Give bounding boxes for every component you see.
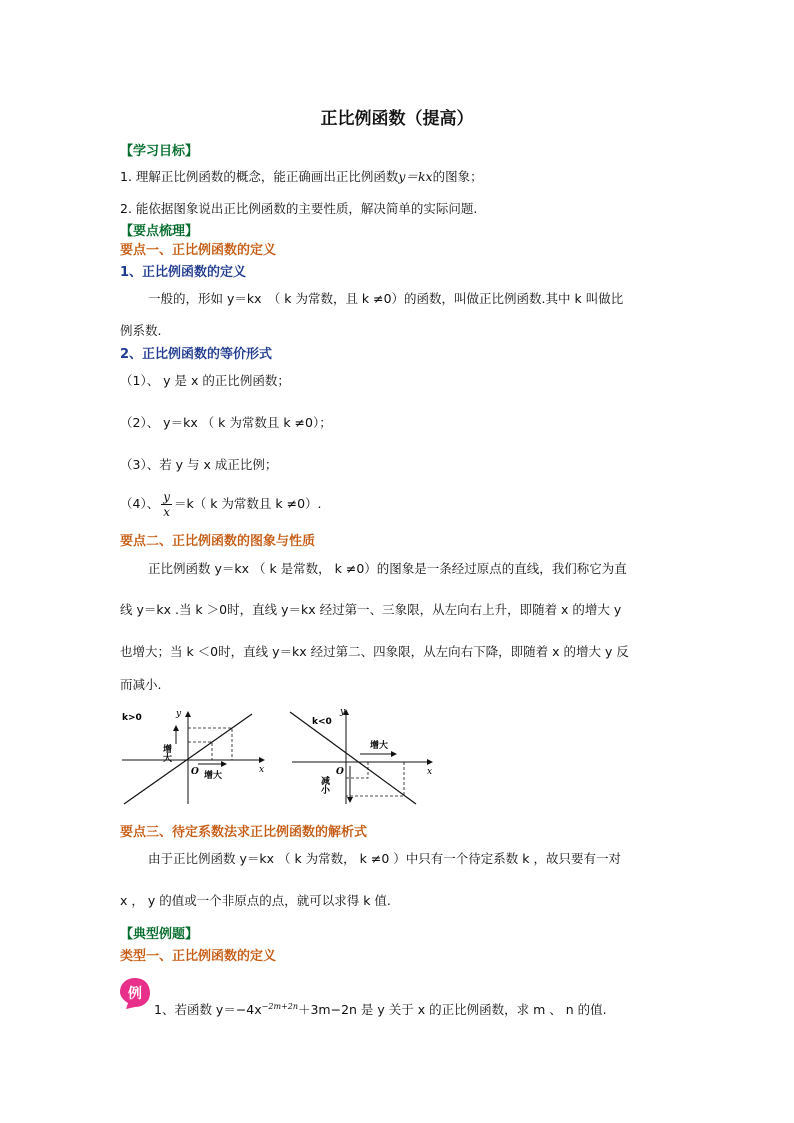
example-1-question [154, 998, 607, 1019]
goal-1-text: 1. 理解正比例函数的概念，能正确画出正比例函数 [120, 169, 399, 184]
graph-left-label: k>0 [122, 713, 142, 723]
question-prefix: 1、若函数 y＝−4x [154, 1002, 262, 1018]
section-goals: 【学习目标】 [120, 144, 199, 159]
graph-right-y-label: y [340, 707, 346, 717]
form-4-fraction [161, 490, 172, 519]
point1-para-line1: 一般的，形如 y＝kx （ k 为常数，且 k ≠0）的函数，叫做正比例函数.其中 k 叫做比 [148, 291, 624, 306]
point1-sub2: 2、正比例函数的等价形式 [120, 347, 273, 362]
graph-k-negative [286, 704, 436, 808]
goal-1 [120, 168, 483, 186]
graph-right-origin: O [336, 767, 344, 777]
form-3: （3）、若 y 与 x 成正比例； [120, 457, 278, 472]
point3-line1: 由于正比例函数 y＝kx （ k 为常数， k ≠0 ）中只有一个待定系数 k ，故只要有一对 [148, 851, 621, 866]
goal-1-suffix: 的图象； [432, 169, 483, 184]
fraction-numerator: y [163, 490, 170, 504]
graph-k-positive [118, 704, 268, 808]
line-negative [290, 712, 416, 804]
graph-left-x-label: x [259, 765, 265, 775]
point1-sub1: 1、正比例函数的定义 [120, 265, 247, 280]
question-suffix: ＋3m−2n 是 y 关于 x 的正比例函数，求 m 、 n 的值. [297, 1002, 607, 1018]
goal-2: 2. 能依据图象说出正比例函数的主要性质，解决简单的实际问题. [120, 201, 478, 216]
form-4-suffix: ＝k（ k 为常数且 k ≠0）. [173, 496, 322, 511]
graph-left-y-label: y [176, 709, 182, 719]
point1-para-line2: 例系数. [120, 323, 162, 338]
point2-line2: 线 y＝kx .当 k ＞0时，直线 y＝kx 经过第一、三象限，从左向右上升，即随着 x 的增大 y [120, 602, 622, 617]
point3-line2: x ， y 的值或一个非原点的点，就可以求得 k 值. [120, 893, 391, 908]
dashed-guide-1 [346, 762, 368, 778]
example-badge-icon [118, 976, 152, 1010]
badge-label: 例 [128, 986, 142, 1002]
section-points: 【要点梳理】 [120, 224, 199, 239]
graph-left-origin: O [191, 767, 199, 777]
dashed-guide-2 [346, 762, 404, 796]
question-exponent: −2m+2n [261, 1002, 298, 1011]
form-2: （2）、 y＝kx （ k 为常数且 k ≠0）； [120, 415, 332, 430]
point3-heading: 要点三、待定系数法求正比例函数的解析式 [120, 825, 368, 840]
section-examples: 【典型例题】 [120, 927, 199, 942]
form-4 [120, 490, 322, 519]
fraction-denominator: x [163, 505, 170, 519]
graph-right-dec-y: 减小 [319, 776, 329, 794]
graph-right-x-label: x [427, 767, 433, 777]
goal-1-formula: y＝kx [398, 169, 433, 184]
graph-left-inc-x: 增大 [204, 771, 223, 781]
point2-line4: 而减小. [120, 677, 162, 692]
type1-heading: 类型一、正比例函数的定义 [120, 949, 277, 964]
graph-left-inc-y: 增大 [161, 744, 171, 762]
graph-right-inc-x: 增大 [370, 741, 389, 751]
graph-right-label: k<0 [312, 717, 332, 727]
point2-line3: 也增大；当 k ＜0时，直线 y＝kx 经过第二、四象限，从左向右下降，即随着 x 的增大 y 反 [120, 644, 629, 659]
point2-line1: 正比例函数 y＝kx （ k 是常数， k ≠0）的图象是一条经过原点的直线，我们称它为直 [148, 561, 627, 576]
point1-heading: 要点一、正比例函数的定义 [120, 243, 277, 258]
form-1: （1）、 y 是 x 的正比例函数； [120, 373, 290, 388]
page-title: 正比例函数（提高） [320, 109, 474, 129]
point2-heading: 要点二、正比例函数的图象与性质 [120, 534, 316, 549]
form-4-prefix: （4）、 [120, 496, 160, 511]
